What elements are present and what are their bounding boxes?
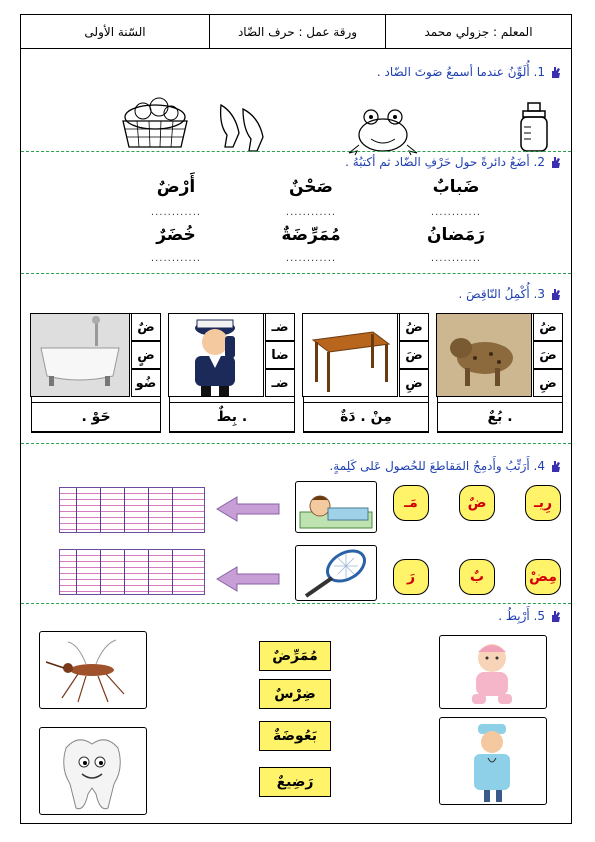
divider bbox=[21, 273, 571, 274]
syllable-tile[interactable]: مَـ bbox=[393, 485, 429, 521]
word-card[interactable]: بَعُوضَةٌ bbox=[259, 721, 331, 751]
shoes-icon bbox=[215, 99, 271, 155]
mosquito-icon[interactable] bbox=[39, 631, 147, 709]
grade-label: السّنة الأولى bbox=[84, 24, 146, 39]
write-line[interactable]: ............ bbox=[285, 207, 337, 218]
frog-icon bbox=[345, 105, 421, 157]
letter-option[interactable]: ضُ bbox=[399, 313, 429, 341]
word-sahn: صَحْنٌ bbox=[289, 177, 333, 197]
complete-card bbox=[169, 313, 295, 433]
divider bbox=[21, 603, 571, 604]
word-card[interactable]: مُمَرِّضٌ bbox=[259, 641, 331, 671]
tooth-icon[interactable] bbox=[39, 727, 147, 815]
answer-field[interactable]: . بُعٌ bbox=[437, 402, 563, 432]
bathtub-icon bbox=[30, 313, 130, 397]
complete-card bbox=[437, 313, 563, 433]
letter-option[interactable]: ضٌ bbox=[131, 313, 161, 341]
word-ard: أَرْضٌ bbox=[156, 177, 196, 197]
answer-field[interactable]: حَوْ . bbox=[31, 402, 161, 432]
hyena-icon bbox=[436, 313, 532, 397]
syllable-tile[interactable]: رَ bbox=[393, 559, 429, 595]
write-line[interactable]: ............ bbox=[150, 207, 202, 218]
nurse-icon[interactable] bbox=[439, 717, 547, 805]
bottle-icon bbox=[511, 101, 557, 153]
letter-option[interactable]: ضِ bbox=[533, 369, 563, 397]
worksheet-header bbox=[21, 15, 571, 49]
syllable-tile[interactable]: رِيـ bbox=[525, 485, 561, 521]
officer-icon bbox=[168, 313, 264, 397]
letter-option[interactable]: ضُ bbox=[533, 313, 563, 341]
word-card[interactable]: ضِرْسٌ bbox=[259, 679, 331, 709]
letter-option[interactable]: ضـ bbox=[265, 313, 295, 341]
letter-option[interactable]: ضا bbox=[265, 341, 295, 369]
arrow-left-icon bbox=[215, 495, 281, 523]
worksheet-title: ورقة عمل : حرف الضّاد bbox=[209, 15, 385, 48]
divider bbox=[21, 443, 571, 444]
basket-icon bbox=[115, 95, 195, 153]
arrow-left-icon bbox=[215, 565, 281, 593]
worksheet-page bbox=[20, 14, 572, 824]
word-khudar: خُضَرٌ bbox=[156, 225, 196, 245]
table-icon bbox=[302, 313, 398, 397]
divider bbox=[21, 151, 571, 152]
teacher-name: المعلم : جزولي محمد bbox=[385, 15, 571, 48]
write-line[interactable]: ............ bbox=[150, 253, 202, 264]
baby-icon[interactable] bbox=[439, 635, 547, 709]
syllable-tile[interactable]: بٌ bbox=[459, 559, 495, 595]
word-mumarrida: مُمَرِّضَةٌ bbox=[281, 225, 341, 245]
sick-child-icon bbox=[295, 481, 377, 533]
word-ramadan: رَمَضانُ bbox=[427, 225, 485, 245]
letter-option[interactable]: ضَ bbox=[533, 341, 563, 369]
write-line[interactable]: ............ bbox=[430, 253, 482, 264]
letter-option[interactable]: ضـ bbox=[265, 369, 295, 397]
write-line[interactable]: ............ bbox=[285, 253, 337, 264]
hand-icon bbox=[549, 459, 563, 473]
syllable-tile[interactable]: مِضْ bbox=[525, 559, 561, 595]
complete-card bbox=[31, 313, 161, 433]
complete-card bbox=[303, 313, 429, 433]
writing-grid[interactable] bbox=[59, 487, 205, 533]
racket-icon bbox=[295, 545, 377, 601]
write-line[interactable]: ............ bbox=[430, 207, 482, 218]
letter-option[interactable]: ضَ bbox=[399, 341, 429, 369]
answer-field[interactable]: . بِطٌ bbox=[169, 402, 295, 432]
instruction-5: 5. أَرْبِطُ . bbox=[498, 609, 563, 623]
answer-field[interactable]: مِنْ . دَةٌ bbox=[303, 402, 429, 432]
instruction-2: 2. أضَعُ دائرةً حول حَرْفِ الضّاد ثم أكتبُهُ . bbox=[345, 155, 563, 169]
instruction-4: 4. أَرَتِّبُ وأَدمِجُ المَقاطعَ للحُصول عَلى كَلِمةٍ. bbox=[329, 459, 563, 473]
letter-option[interactable]: ضٍ bbox=[131, 341, 161, 369]
hand-icon bbox=[549, 609, 563, 623]
hand-icon bbox=[549, 65, 563, 79]
word-dabab: ضَبابٌ bbox=[432, 177, 480, 197]
word-card[interactable]: رَضِيعٌ bbox=[259, 767, 331, 797]
syllable-tile[interactable]: ضٌ bbox=[459, 485, 495, 521]
hand-icon bbox=[549, 155, 563, 169]
hand-icon bbox=[549, 287, 563, 301]
letter-option[interactable]: ضِ bbox=[399, 369, 429, 397]
instruction-1: 1. أُلَوِّنُ عندما أسمعُ صَوتَ الضّاد . bbox=[377, 65, 563, 79]
instruction-3: 3. أُكْمِلُ النّاقِصَ . bbox=[459, 287, 564, 301]
writing-grid[interactable] bbox=[59, 549, 205, 595]
letter-option[interactable]: ضُو bbox=[131, 369, 161, 397]
